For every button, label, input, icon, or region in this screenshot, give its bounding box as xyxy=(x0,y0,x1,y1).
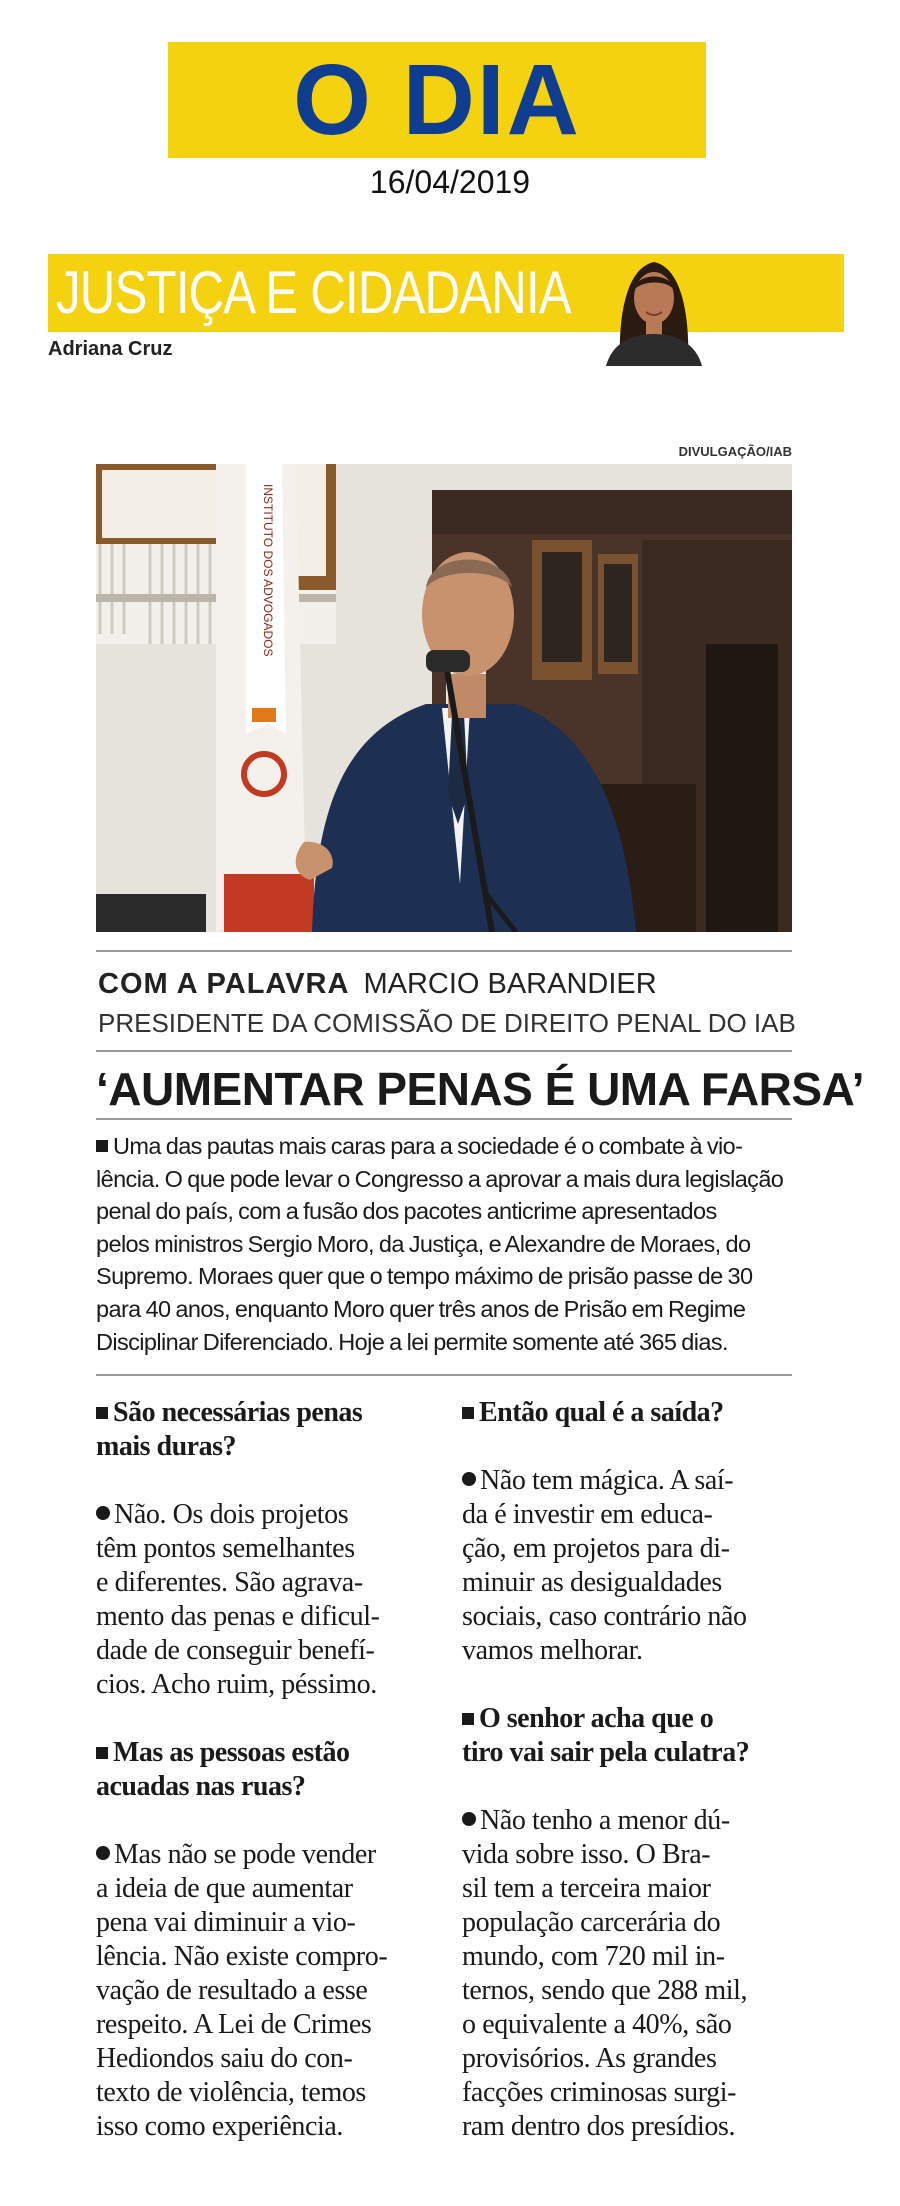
speaker-photo xyxy=(96,464,792,932)
headline-rule xyxy=(96,1050,792,1052)
question: O senhor acha que o tiro vai sair pela culatra? xyxy=(462,1703,750,1768)
dot-bullet-icon xyxy=(462,1812,476,1826)
answer: Não tenho a menor dú- vida sobre isso. O Bra- sil tem a terceira maior população carcerária do mundo, com 720 mil in- ternos, sendo que 288 mil, o equivalente a 40%, são provisórios. As grandes facções criminosas surgi- ram dentro dos presídios. xyxy=(462,1805,748,2142)
newspaper-logo: O DIA xyxy=(293,44,581,156)
answer: Não tem mágica. A saí- da é investir em educa- ção, em projetos para di- minuir as desigualdades sociais, caso contrário não vamos melhorar. xyxy=(462,1465,747,1666)
kicker xyxy=(98,968,657,1001)
headline: ‘AUMENTAR PENAS É UMA FARSA’ xyxy=(96,1063,865,1115)
top-rule xyxy=(96,950,792,952)
square-bullet-icon xyxy=(96,1407,108,1419)
answer: Mas não se pode vender a ideia de que aumentar pena vai diminuir a vio- lência. Não existe compro- vação de resultado a esse respeito. A Lei de Crimes Hediondos saiu do con- texto de violência, temos isso como experiência. xyxy=(96,1839,388,2142)
columnist-name: Adriana Cruz xyxy=(48,338,173,360)
interviewee-name: MARCIO BARANDIER xyxy=(363,968,657,1000)
square-bullet-icon xyxy=(96,1140,108,1152)
square-bullet-icon xyxy=(462,1407,474,1419)
answer: Não. Os dois projetos têm pontos semelhantes e diferentes. São agrava- mento das penas e dificul- dade de conseguir benefí- cios. Acho ruim, péssimo. xyxy=(96,1499,380,1700)
section-title: JUSTIÇA E CIDADANIA xyxy=(56,259,571,326)
dot-bullet-icon xyxy=(96,1506,110,1520)
kicker-lead: COM A PALAVRA xyxy=(98,968,350,1000)
columns-rule xyxy=(96,1374,792,1376)
intro-rule xyxy=(96,1118,792,1120)
question: Então qual é a saída? xyxy=(462,1396,792,1430)
square-bullet-icon xyxy=(462,1713,474,1725)
question: São necessárias penas mais duras? xyxy=(96,1397,363,1462)
photo-credit: DIVULGAÇÃO/IAB xyxy=(678,444,792,459)
qa-column-right xyxy=(462,1396,792,2178)
intro-paragraph: Uma das pautas mais caras para a sociedade é o combate à vio- lência. O que pode levar o Congresso a aprovar a mais dura legislação penal do país, com a fusão dos pacotes anticrime apresentados pelos ministros Sergio Moro, da Justiça, e Alexandre de Moraes, do Supremo. Moraes quer que o tempo máximo de prisão passe de 30 para 40 anos, enquanto Moro quer três anos de Prisão em Regime Disciplinar Diferenciado. Hoje a lei permite somente até 365 dias. xyxy=(96,1133,784,1355)
dot-bullet-icon xyxy=(462,1472,476,1486)
square-bullet-icon xyxy=(96,1747,108,1759)
columnist-photo xyxy=(584,246,724,366)
banner-text: INSTITUTO DOS ADVOGADOS xyxy=(261,484,275,657)
masthead xyxy=(168,42,706,158)
qa-column-left xyxy=(96,1396,426,2178)
edition-date: 16/04/2019 xyxy=(369,164,531,200)
question: Mas as pessoas estão acuadas nas ruas? xyxy=(96,1737,350,1802)
interviewee-role: PRESIDENTE DA COMISSÃO DE DIREITO PENAL DO IAB xyxy=(98,1008,796,1038)
dot-bullet-icon xyxy=(96,1846,110,1860)
